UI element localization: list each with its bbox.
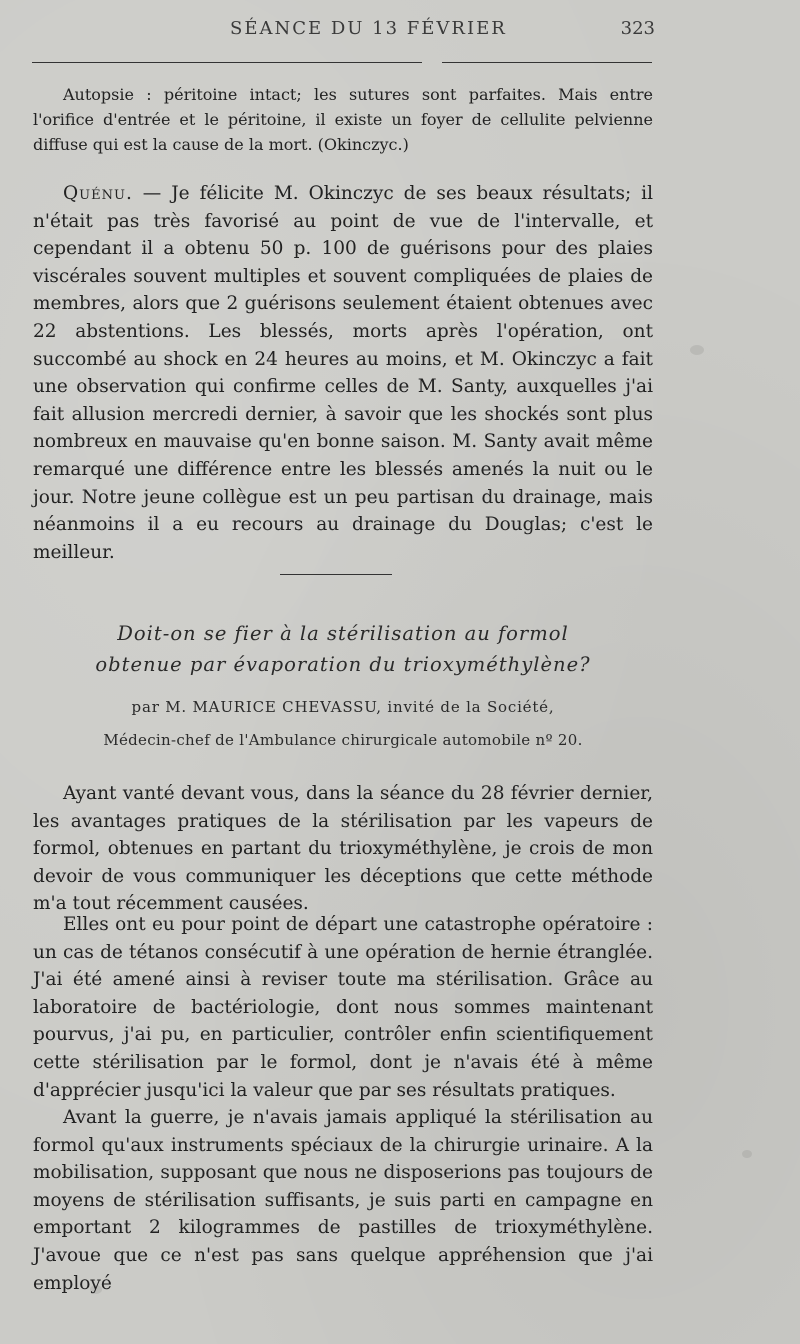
author-affiliation: Médecin-chef de l'Ambulance chirurgicale automobile nº 20. (103, 731, 583, 749)
section-separator (280, 574, 392, 575)
body-paragraph-3: Avant la guerre, je n'avais jamais appliqué la stérilisation au formol qu'aux instruments spéciaux de la chirurgie urinaire. A la mobilisation, supposant que nous ne disposerions pas toujours de moyens de stérilisation suffisants, je suis parti en campagne en emportant 2 kilogrammes de pastilles de trioxyméthylène. J'avoue que ce n'est pas sans quelque appréhension que j'ai employé (33, 1107, 653, 1294)
article-title-line-2: obtenue par évaporation du trioxyméthylène? (95, 653, 591, 676)
paper-speck (742, 1150, 752, 1158)
header-rule-right (442, 62, 652, 63)
body-paragraph-1: Ayant vanté devant vous, dans la séance du 28 février dernier, les avantages pratiques de la stérilisation par les vapeurs de formol, obtenues en partant du trioxyméthylène, je crois de mon devoir de vous communiquer les déceptions que cette méthode m'a tout récemment causées. (33, 783, 653, 915)
paper-speck (690, 345, 704, 355)
page-header (30, 18, 655, 48)
page-number: 323 (620, 18, 655, 39)
body-paragraph-2: Elles ont eu pour point de départ une catastrophe opératoire : un cas de tétanos consécutif à une opération de hernie étranglée. J'ai été amené ainsi à reviser toute ma stérilisation. Grâce au laboratoire de bactériologie, dont nous sommes maintenant pourvus, j'ai pu, en particulier, contrôler enfin scientifiquement cette stérilisation par le formol, dont je n'avais été à même d'apprécier jusqu'ici la valeur que par ses résultats pratiques. (33, 914, 653, 1101)
running-head: SÉANCE DU 13 FÉVRIER (230, 18, 507, 39)
article-title-line-1: Doit-on se fier à la stérilisation au formol (117, 622, 569, 645)
autopsy-paragraph: Autopsie : péritoine intact; les sutures sont parfaites. Mais entre l'orifice d'entrée et le péritoine, il existe un foyer de cellulite pelvienne diffuse qui est la cause de la mort. (Okinczyc.) (33, 85, 653, 154)
speaker-name: Quénu. (63, 183, 133, 204)
article-title (33, 618, 653, 680)
quenu-paragraph (33, 180, 653, 566)
header-rule-left (32, 62, 422, 63)
quenu-text: — Je félicite M. Okinczyc de ses beaux résultats; il n'était pas très favorisé au point de vue de l'intervalle, et cependant il a obtenu 50 p. 100 de guérisons pour des plaies viscérales souvent multiples et souvent compliquées de plaies de membres, alors que 2 guérisons seulement étaient obtenues avec 22 abstentions. Les blessés, morts après l'opération, ont succombé au shock en 24 heures au moins, et M. Okinczyc a fait une observation qui confirme celles de M. Santy, auxquelles j'ai fait allusion mercredi dernier, à savoir que les shockés sont plus nombreux en mauvaise qu'en bonne saison. M. Santy avait même remarqué une différence entre les blessés amenés la nuit ou le jour. Notre jeune collègue est un peu partisan du drainage, mais néanmoins il a eu recours au drainage du Douglas; c'est le meilleur. (33, 183, 653, 563)
author-byline: par M. MAURICE CHEVASSU, invité de la Société, (131, 698, 555, 716)
